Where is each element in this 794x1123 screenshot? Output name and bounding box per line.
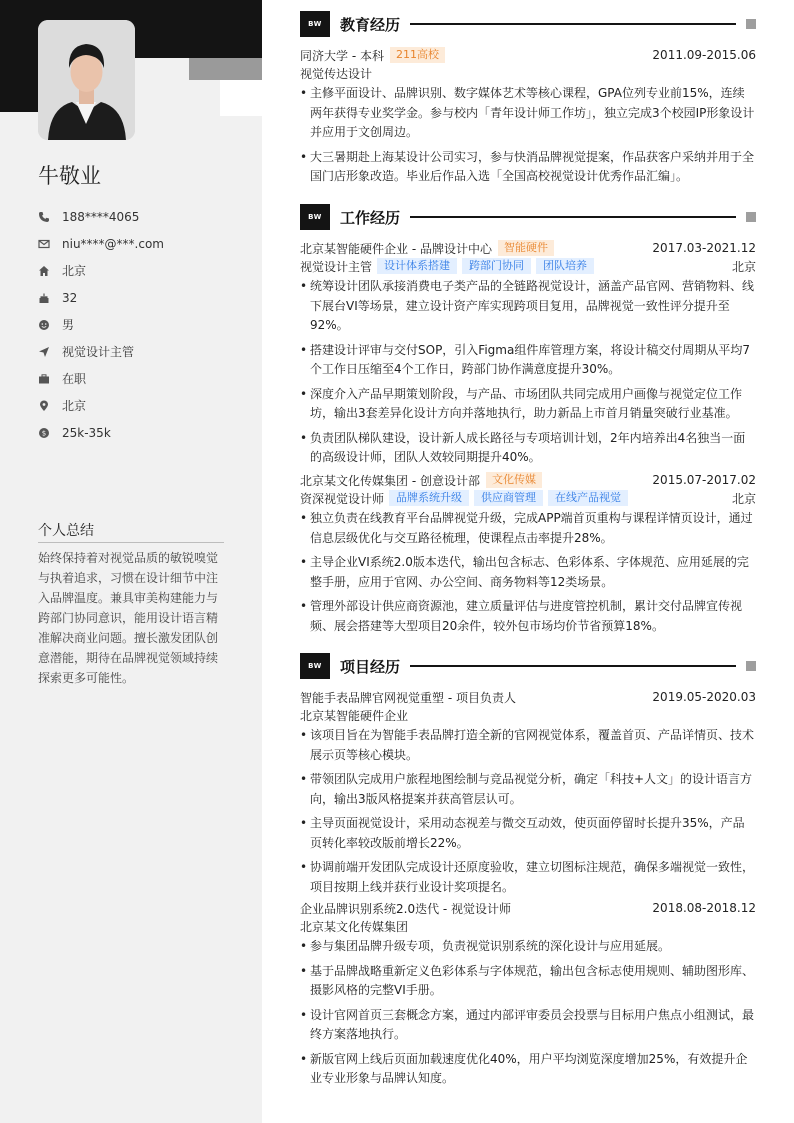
job-header-row — [300, 239, 756, 257]
header-decor-white — [220, 80, 262, 116]
list-item: • 带领团队完成用户旅程地图绘制与竞品视觉分析，确定「科技+人文」的设计语言方向，输出3版风格提案并获高管层认可。 — [300, 770, 756, 809]
age-text: 32 — [62, 290, 78, 305]
project-name: 企业品牌识别系统2.0迭代 - 视觉设计师 — [300, 901, 512, 916]
mail-icon — [38, 238, 50, 250]
avatar-photo — [38, 20, 135, 140]
section-square-icon — [746, 19, 756, 29]
job-bullets — [300, 509, 756, 636]
work-block-2 — [300, 471, 756, 641]
work-block-1 — [300, 239, 756, 473]
list-item: • 深度介入产品早期策划阶段，与产品、市场团队共同完成用户画像与视觉定位工作坊，输出3套差异化设计方向并落地执行，助力新品上市首月销量突破行业基准。 — [300, 385, 756, 424]
info-hometown — [38, 257, 238, 284]
education-date: 2011.09-2015.06 — [652, 48, 756, 62]
section-education-header — [300, 11, 756, 37]
section-title-work: 工作经历 — [340, 208, 401, 227]
skill-tag: 供应商管理 — [474, 490, 543, 506]
education-row — [300, 46, 756, 64]
project-org: 北京某智能硬件企业 — [300, 708, 409, 723]
job-date: 2017.03-2021.12 — [652, 241, 756, 255]
industry-tag: 智能硬件 — [498, 240, 554, 256]
section-divider — [410, 665, 736, 667]
major-row — [300, 64, 756, 82]
list-item: • 设计官网首页三套概念方案，通过内部评审委员会投票与目标用户焦点小组测试，最终方案落地执行。 — [300, 1006, 756, 1045]
skill-tag: 在线产品视觉 — [548, 490, 628, 506]
project-date: 2018.08-2018.12 — [652, 901, 756, 915]
section-badge: BW — [300, 204, 330, 230]
job-header-row — [300, 471, 756, 489]
project-name: 智能手表品牌官网视觉重塑 - 项目负责人 — [300, 690, 516, 705]
phone-text: 188****4065 — [62, 209, 140, 224]
section-badge: BW — [300, 11, 330, 37]
list-item: • 主导企业VI系统2.0版本迭代，输出包含标志、色彩体系、字体规范、应用延展的完整手册，应用于官网、办公空间、商务物料等12类场景。 — [300, 553, 756, 592]
major-name: 视觉传达设计 — [300, 66, 373, 81]
city-text: 北京 — [62, 399, 87, 413]
list-item: • 该项目旨在为智能手表品牌打造全新的官网视觉体系，覆盖首页、产品详情页、技术展示页等核心模块。 — [300, 726, 756, 765]
gender-text: 男 — [62, 318, 75, 332]
location-icon — [38, 400, 50, 412]
education-bullets — [300, 84, 756, 187]
list-item: • 新版官网上线后页面加载速度优化40%，用户平均浏览深度增加25%，有效提升企业专业形象与品牌认知度。 — [300, 1050, 756, 1089]
contact-info-list — [38, 203, 238, 446]
section-projects-header — [300, 653, 756, 679]
email-text: niu****@***.com — [62, 236, 164, 251]
status-text: 在职 — [62, 372, 87, 386]
list-item: • 基于品牌战略重新定义色彩体系与字体规范，输出包含标志使用规则、辅助图形库、摄影风格的完整VI手册。 — [300, 962, 756, 1001]
job-city: 北京 — [731, 491, 756, 506]
project-block-1 — [300, 688, 756, 902]
list-item: • 主修平面设计、品牌识别、数字媒体艺术等核心课程，GPA位列专业前15%，连续两年获得专业奖学金。参与校内「青年设计师工作坊」，独立完成3个校园IP形象设计并应用于文创周边。 — [300, 84, 756, 143]
job-city: 北京 — [731, 259, 756, 274]
project-bullets — [300, 937, 756, 1089]
list-item: • 参与集团品牌升级专项，负责视觉识别系统的深化设计与应用延展。 — [300, 937, 756, 957]
section-title-education: 教育经历 — [340, 15, 401, 34]
info-salary — [38, 419, 238, 446]
phone-icon — [38, 211, 50, 223]
home-icon — [38, 265, 50, 277]
job-role: 资深视觉设计师 — [300, 491, 385, 506]
list-item: • 主导页面视觉设计，采用动态视差与微交互动效，使页面停留时长提升35%，产品页转化率较改版前增长22%。 — [300, 814, 756, 853]
list-item: • 搭建设计评审与交付SOP，引入Figma组件库管理方案，将设计稿交付周期从平均7个工作日压缩至4个工作日，跨部门协作满意度提升30%。 — [300, 341, 756, 380]
section-divider — [410, 23, 736, 25]
header-decor-black-left — [0, 58, 38, 112]
project-org: 北京某文化传媒集团 — [300, 919, 409, 934]
svg-text:$: $ — [41, 429, 47, 437]
list-item: • 统筹设计团队承接消费电子类产品的全链路视觉设计，涵盖产品官网、营销物料、线下展台VI等场景，建立设计资产库实现跨项目复用，品牌视觉一致性评分提升至92%。 — [300, 277, 756, 336]
industry-tag: 文化传媒 — [486, 472, 542, 488]
job-role-row — [300, 489, 756, 507]
skill-tag: 设计体系搭建 — [377, 258, 457, 274]
job-role-row — [300, 257, 756, 275]
company-name: 北京某智能硬件企业 - 品牌设计中心 — [300, 241, 492, 256]
info-city — [38, 392, 238, 419]
list-item: • 大三暑期赴上海某设计公司实习，参与快消品牌视觉提案，作品获客户采纳并用于全国门店形象改造。毕业后作品入选「全国高校视觉设计优秀作品汇编」。 — [300, 148, 756, 187]
job-role: 视觉设计主管 — [300, 259, 373, 274]
skill-tag: 跨部门协同 — [462, 258, 531, 274]
section-square-icon — [746, 661, 756, 671]
summary-title: 个人总结 — [38, 520, 224, 543]
info-position — [38, 338, 238, 365]
briefcase-icon — [38, 373, 50, 385]
info-gender — [38, 311, 238, 338]
list-item: • 独立负责在线教育平台品牌视觉升级，完成APP端首页重构与课程详情页设计，通过信息层级优化与交互路径梳理，使课程点击率提升28%。 — [300, 509, 756, 548]
salary-icon — [38, 427, 50, 439]
company-name: 北京某文化传媒集团 - 创意设计部 — [300, 473, 480, 488]
project-header-row — [300, 688, 756, 706]
position-text: 视觉设计主管 — [62, 345, 135, 359]
section-work-header — [300, 204, 756, 230]
hometown-text: 北京 — [62, 264, 87, 278]
info-status — [38, 365, 238, 392]
list-item: • 负责团队梯队建设，设计新人成长路径与专项培训计划，2年内培养出4名独当一面的高级设计师，团队人效较同期提升40%。 — [300, 429, 756, 468]
education-block — [300, 46, 756, 192]
gender-icon — [38, 319, 50, 331]
send-icon — [38, 346, 50, 358]
project-org-row — [300, 706, 756, 724]
header-decor-gray — [189, 58, 262, 80]
skill-tag: 品牌系统升级 — [389, 490, 469, 506]
section-divider — [410, 216, 736, 218]
section-badge: BW — [300, 653, 330, 679]
list-item: • 管理外部设计供应商资源池，建立质量评估与进度管控机制，累计交付品牌宣传视频、展会搭建等大型项目20余件，较外包市场均价节省预算18%。 — [300, 597, 756, 636]
info-email — [38, 230, 238, 257]
info-phone — [38, 203, 238, 230]
cake-icon — [38, 292, 50, 304]
list-item: • 协调前端开发团队完成设计还原度验收，建立切图标注规范，确保多端视觉一致性，项目按期上线并获行业设计奖项提名。 — [300, 858, 756, 897]
portrait-image — [38, 20, 135, 140]
school-tag: 211高校 — [390, 47, 445, 63]
salary-text: 25k-35k — [62, 425, 111, 440]
skill-tag: 团队培养 — [536, 258, 594, 274]
project-header-row — [300, 899, 756, 917]
section-title-projects: 项目经历 — [340, 657, 401, 676]
project-block-2 — [300, 899, 756, 1094]
job-date: 2015.07-2017.02 — [652, 473, 756, 487]
project-org-row — [300, 917, 756, 935]
project-date: 2019.05-2020.03 — [652, 690, 756, 704]
project-bullets — [300, 726, 756, 897]
school-name: 同济大学 - 本科 — [300, 48, 384, 63]
section-square-icon — [746, 212, 756, 222]
person-name: 牛敬业 — [38, 164, 101, 188]
info-age — [38, 284, 238, 311]
summary-text: 始终保持着对视觉品质的敏锐嗅觉与执着追求，习惯在设计细节中注入品牌温度。兼具审美构建能力与跨部门协同意识，能用设计语言精准解决商业问题。擅长激发团队创意潜能，期待在品牌视觉领域持续探索更多可能性。 — [38, 551, 219, 685]
job-bullets — [300, 277, 756, 468]
